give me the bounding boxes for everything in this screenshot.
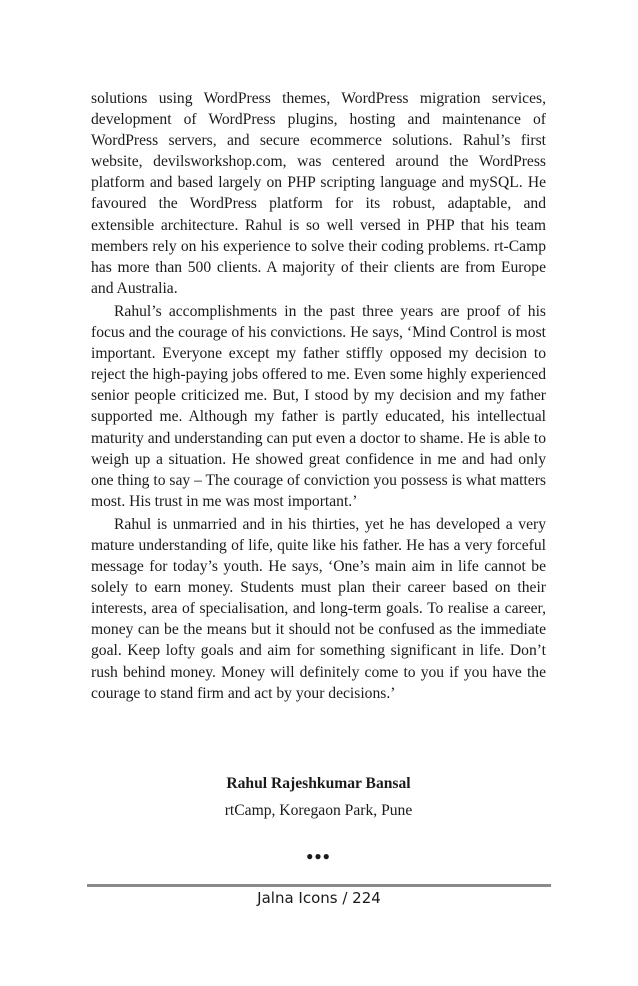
page-footer: Jalna Icons / 224 [257, 889, 381, 907]
section-ornament: ●●● [306, 849, 331, 863]
footer-rule [87, 884, 551, 887]
paragraph-2: Rahul’s accomplishments in the past three years are proof of his focus and the courage of his convictions. He says, ‘Mind Control is most important. Everyone except my father stiffly opposed my decision to reject the high-paying jobs offered to me. Even some highly experienced senior people criticized me. But, I stood by my decision and my father supported me. Although my father is partly educated, his intellectual maturity and understanding can put even a doctor to shame. He is able to weigh up a situation. He showed great confidence in me and had only one thing to say – The courage of conviction you possess is what matters most. His trust in me was most important.’ [91, 302, 546, 510]
paragraph-1: solutions using WordPress themes, WordPress migration services, development of WordPress plugins, hosting and maintenance of WordPress servers, and secure ecommerce solutions. Rahul’s first website, devilsworkshop.com, was centered around the WordPress platform and based largely on PHP scripting language and mySQL. He favoured the WordPress platform for its robust, adaptable, and extensible architecture. Rahul is so well versed in PHP that his team members rely on his experience to solve their coding problems. rt-Camp has more than 500 clients. A majority of their clients are from Europe and Australia. [91, 90, 546, 297]
signature-place: rtCamp, Koregaon Park, Pune [224, 802, 413, 819]
paragraph-3: Rahul is unmarried and in his thirties, yet he has developed a very mature understanding of life, quite like his father. He has a very forceful message for today’s youth. He says, ‘One’s main aim in life cannot be solely to earn money. Students must plan their career based on their interests, area of specialisation, and long-term goals. To realise a career, money can be the means but it should not be confused as the immediate goal. Keep lofty goals and aim for something significant in life. Don’t rush behind money. Money will definitely come to you if you have the courage to stand firm and act by your decisions.’ [91, 515, 546, 702]
body-text [91, 88, 546, 704]
signature-name: Rahul Rajeshkumar Bansal [226, 775, 411, 792]
